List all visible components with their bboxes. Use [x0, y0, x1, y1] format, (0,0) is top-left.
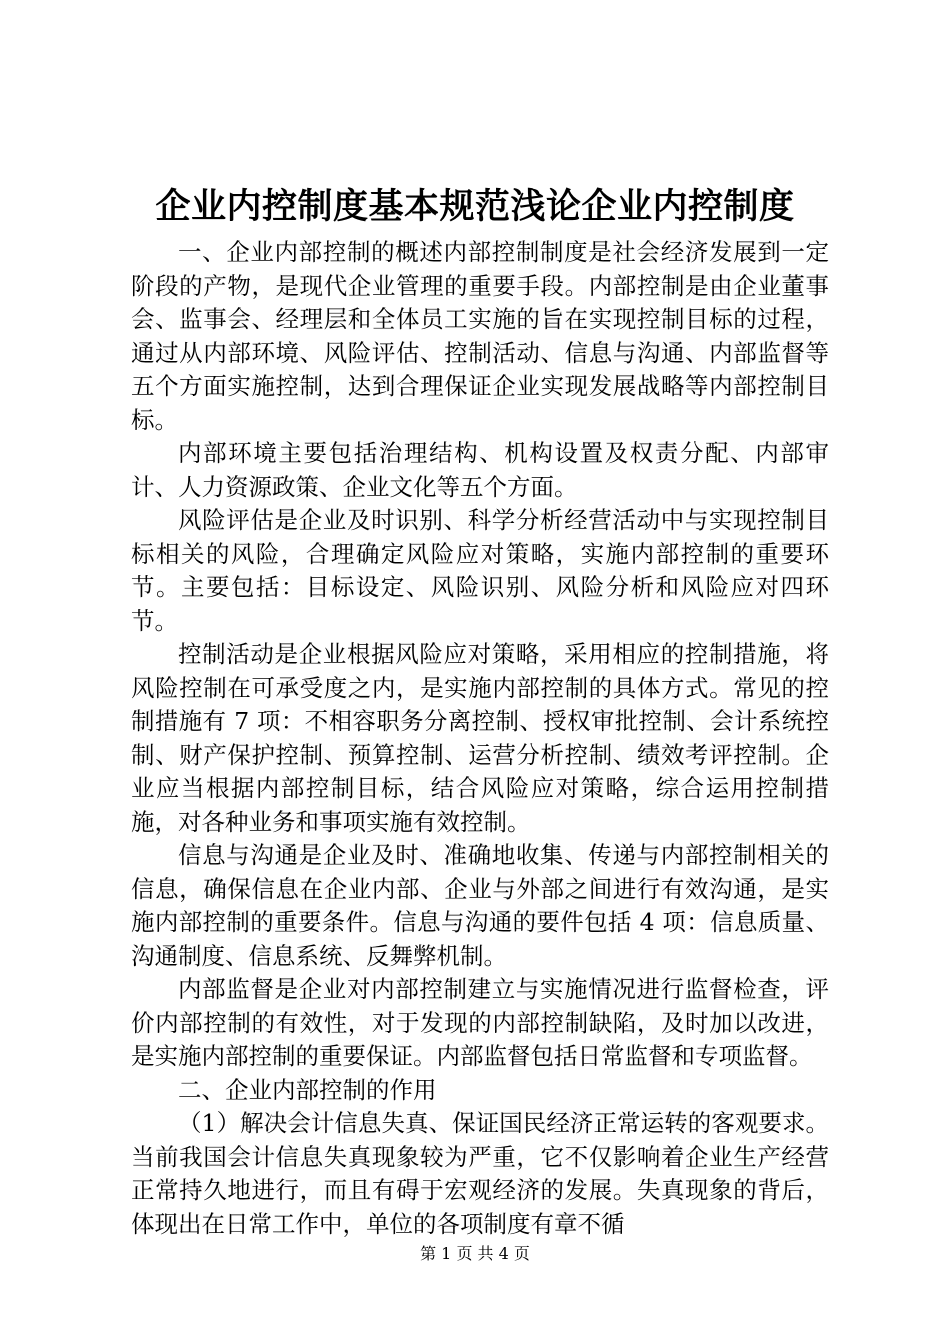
section-heading-role: 二、企业内部控制的作用 — [178, 1075, 437, 1104]
paragraph-risk-assessment: 风险评估是企业及时识别、科学分析经营活动中与实现控制目标相关的风险，合理确定风险应对策略，实施内部控制的重要环节。主要包括：目标设定、风险识别、风险分析和风险应对四环节。 — [131, 506, 829, 635]
document-title: 企业内控制度基本规范浅论企业内控制度 — [155, 186, 795, 227]
paragraph-role-1: （1）解决会计信息失真、保证国民经济正常运转的客观要求。当前我国会计信息失真现象较为严重，它不仅影响着企业生产经营正常持久地进行，而且有碍于宏观经济的发展。失真现象的背后，体现出在日常工作中，单位的各项制度有章不循 — [131, 1109, 829, 1238]
paragraph-control-activities: 控制活动是企业根据风险应对策略，采用相应的控制措施，将风险控制在可承受度之内，是实施内部控制的具体方式。常见的控制措施有 7 项：不相容职务分离控制、授权审批控制、会计系统控制、财产保护控制、预算控制、运营分析控制、绩效考评控制。企业应当根据内部控制目标，结合风险应对策略，综合运用控制措施，对各种业务和事项实施有效控制。 — [131, 640, 829, 836]
paragraph-internal-environment: 内部环境主要包括治理结构、机构设置及权责分配、内部审计、人力资源政策、企业文化等五个方面。 — [131, 439, 829, 501]
document-body — [131, 236, 829, 1241]
paragraph-internal-supervision: 内部监督是企业对内部控制建立与实施情况进行监督检查，评价内部控制的有效性，对于发现的内部控制缺陷，及时加以改进，是实施内部控制的重要保证。内部监督包括日常监督和专项监督。 — [131, 975, 829, 1070]
page-footer: 第 1 页 共 4 页 — [420, 1244, 530, 1263]
paragraph-information-communication: 信息与沟通是企业及时、准确地收集、传递与内部控制相关的信息，确保信息在企业内部、企业与外部之间进行有效沟通，是实施内部控制的重要条件。信息与沟通的要件包括 4 项：信息质量、沟通制度、信息系统、反舞弊机制。 — [131, 841, 829, 970]
paragraph-overview: 一、企业内部控制的概述内部控制制度是社会经济发展到一定阶段的产物，是现代企业管理的重要手段。内部控制是由企业董事会、监事会、经理层和全体员工实施的旨在实现控制目标的过程，通过从内部环境、风险评估、控制活动、信息与沟通、内部监督等五个方面实施控制，达到合理保证企业实现发展战略等内部控制目标。 — [131, 238, 829, 434]
